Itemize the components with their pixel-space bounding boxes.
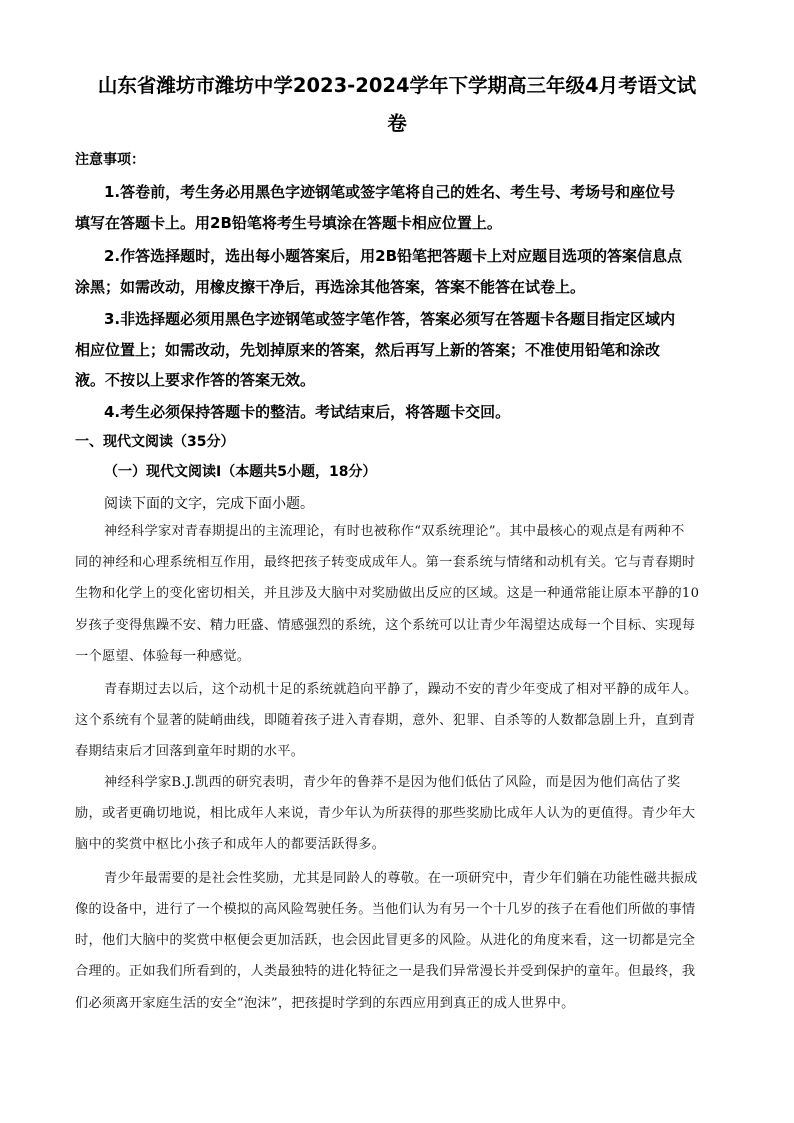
notice-line: 涂黑；如需改动，用橡皮擦干净后，再选涂其他答案，答案不能答在试卷上。 xyxy=(75,278,586,296)
notice-line: 填写在答题卡上。用2B铅笔将考生号填涂在答题卡相应位置上。 xyxy=(75,214,502,232)
passage-line: 一个愿望、体验每一种感觉。 xyxy=(75,649,251,664)
notice-line: 液。不按以上要求作答的答案无效。 xyxy=(75,371,316,389)
passage-line: 神经科学家B.J.凯西的研究表明，青少年的鲁莽不是因为他们低估了风险，而是因为他们高估了奖 xyxy=(104,775,681,790)
passage-line: 青少年最需要的是社会性奖励，尤其是同龄人的尊敬。在一项研究中，青少年们躺在功能性磁共振成 xyxy=(104,871,698,886)
notice-line: 2.作答选择题时，选出每小题答案后，用2B铅笔把答题卡上对应题目选项的答案信息点 xyxy=(104,247,683,265)
passage-line: 时，他们大脑中的奖赏中枢便会更加活跃，也会因此冒更多的风险。从进化的角度来看，这一切都是完全 xyxy=(75,933,696,948)
passage-line: 神经科学家对青春期提出的主流理论，有时也被称作“双系统理论”。其中最核心的观点是有两种不 xyxy=(104,524,685,539)
notice-line: 3.非选择题必须用黑色字迹钢笔或签字笔作答，答案必须写在答题卡各题目指定区域内 xyxy=(104,310,676,328)
passage-line: 们必须离开家庭生活的安全“泡沫”，把孩提时学到的东西应用到真正的成人世界中。 xyxy=(75,996,575,1011)
subsection-heading: （一）现代文阅读Ⅰ（本题共5小题，18分） xyxy=(104,464,377,480)
exam-title-line-2: 卷 xyxy=(387,112,407,135)
notice-line: 4.考生必须保持答题卡的整洁。考试结束后，将答题卡交回。 xyxy=(104,403,511,421)
passage-line: 像的设备中，进行了一个模拟的高风险驾驶任务。当他们认为有另一个十几岁的孩子在看他们所做的事情 xyxy=(75,902,696,917)
passage-line: 这个系统有个显著的陡峭曲线，即随着孩子进入青春期，意外、犯罪、自杀等的人数都急剧上升，直到青 xyxy=(75,713,696,728)
notice-line: 相应位置上；如需改动，先划掉原来的答案，然后再写上新的答案；不准使用铅笔和涂改 xyxy=(75,341,661,359)
passage-line: 励，或者更确切地说，相比成年人来说，青少年认为所获得的那些奖励比成年人认为的更值得。青少年大 xyxy=(75,806,696,821)
passage-line: 脑中的奖赏中枢比小孩子和成年人的都要活跃得多。 xyxy=(75,837,386,852)
section-heading: 一、现代文阅读（35分） xyxy=(75,434,235,450)
passage-line: 生物和化学上的变化密切相关，并且涉及大脑中对奖励做出反应的区域。这是一种通常能让原本平静的10 xyxy=(75,586,700,601)
notice-heading: 注意事项： xyxy=(75,152,145,168)
passage-line: 青春期过去以后，这个动机十足的系统就趋向平静了，躁动不安的青少年变成了相对平静的成年人。 xyxy=(104,682,698,697)
passage-line: 岁孩子变得焦躁不安、精力旺盛、情感强烈的系统，这个系统可以让青少年渴望达成每一个目标、实现每 xyxy=(75,618,696,633)
passage-line: 合理的。正如我们所看到的，人类最独特的进化特征之一是我们异常漫长并受到保护的童年。但最终，我 xyxy=(75,964,696,979)
passage-line: 同的神经和心理系统相互作用，最终把孩子转变成成年人。第一套系统与情绪和动机有关。它与青春期时 xyxy=(75,555,696,570)
passage-line: 春期结束后才回落到童年时期的水平。 xyxy=(75,744,305,759)
reading-instruction: 阅读下面的文字，完成下面小题。 xyxy=(104,496,314,512)
exam-title-line-1: 山东省潍坊市潍坊中学2023-2024学年下学期高三年级4月考语文试 xyxy=(97,74,697,97)
notice-line: 1.答卷前，考生务必用黑色字迹钢笔或签字笔将自己的姓名、考生号、考场号和座位号 xyxy=(104,183,676,201)
